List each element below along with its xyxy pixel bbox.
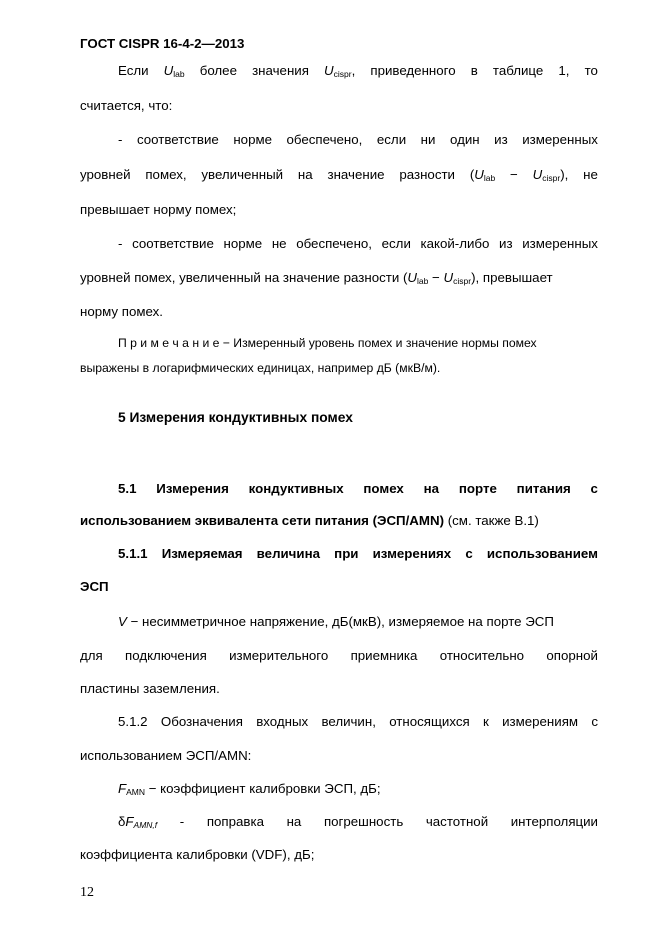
paragraph-2-line-2: уровней помех, увеличенный на значение разности ($U_{lab}$ − $U_{cispr}$), не — [80, 167, 598, 183]
section-5-1-heading-line-1 — [118, 481, 598, 497]
vdef-line2-word: подключения — [125, 648, 207, 663]
paragraph-1-line-2: считается, что: — [80, 98, 173, 113]
paragraph-3-line-3: норму помех. — [80, 304, 163, 319]
p3-line1-word: какой-либо — [420, 236, 490, 251]
p2-line1-word: измеренных — [522, 132, 598, 147]
section-5-1-1-heading-line-2: ЭСП — [80, 579, 109, 594]
p2-line1-word: ни — [420, 132, 436, 147]
standard-id-header: ГОСТ CISPR 16-4-2—2013 — [80, 36, 245, 51]
sec512-line1-word: с — [591, 714, 598, 729]
sec51-line1-word: Измерения — [156, 481, 229, 496]
sec512-line1-word: входных — [256, 714, 309, 729]
p3-line1-word: из — [499, 236, 513, 251]
dfamn-definition-line-1: $\delta F_{AMN,f}$ - поправка на погрешность частотной интерполяции — [118, 814, 598, 830]
note-line-1: П р и м е ч а н и е − Измеренный уровень помех и значение нормы помех — [118, 336, 537, 350]
p3-line1-word: не — [271, 236, 287, 251]
sec511-line1-word: измерениях — [372, 546, 452, 561]
sec511-line1-word: 5.1.1 — [118, 546, 148, 561]
p3-line1-word: соответствие — [132, 236, 214, 251]
note-line-2: выражены в логарифмических единицах, например дБ (мкВ/м). — [80, 361, 441, 375]
vdef-line2-word: для — [80, 648, 103, 663]
sec51-line1-word: на — [423, 481, 440, 496]
paragraph-3-line-1 — [118, 236, 598, 252]
p3-line1-word: - — [118, 236, 123, 251]
vdef-line2-word: измерительного — [229, 648, 329, 663]
p3-line1-word: измеренных — [522, 236, 598, 251]
sec512-line1-word: измерениям — [502, 714, 579, 729]
v-definition-line-1: V − несимметричное напряжение, дБ(мкВ), измеряемое на порте ЭСП — [118, 614, 554, 629]
sec512-line1-word: величин, — [321, 714, 376, 729]
section-5-1-2-line-2: использованием ЭСП/AMN: — [80, 748, 252, 763]
sec511-line1-word: Измеряемая — [161, 546, 243, 561]
vdef-line2-word: опорной — [546, 648, 598, 663]
p2-line1-word: норме — [233, 132, 272, 147]
p2-line1-word: из — [494, 132, 508, 147]
paragraph-1-line-1: Если $U_{lab}$ более значения $U_{cispr}$, приведенного в таблице 1, то — [118, 63, 598, 79]
section-5-heading: 5 Измерения кондуктивных помех — [118, 410, 353, 425]
sec512-line1-word: 5.1.2 — [118, 714, 148, 729]
famn-definition: $F_{AMN}$ − коэффициент калибровки ЭСП, дБ; — [118, 781, 381, 797]
p3-line1-word: если — [381, 236, 411, 251]
dfamn-line1-word: частотной — [425, 814, 489, 829]
vdef-line2-word: относительно — [439, 648, 525, 663]
sec511-line1-word: с — [465, 546, 473, 561]
section-5-1-2-line-1 — [118, 714, 598, 730]
sec51-line1-word: 5.1 — [118, 481, 137, 496]
sec512-line1-word: относящихся — [389, 714, 470, 729]
p2-line1-word: - — [118, 132, 123, 147]
section-5-1-1-heading-line-1 — [118, 546, 598, 562]
sec51-line1-word: с — [590, 481, 598, 496]
v-definition-line-3: пластины заземления. — [80, 681, 220, 696]
page-number: 12 — [80, 885, 94, 900]
sec511-line1-word: величина — [256, 546, 321, 561]
p2-line1-word: если — [376, 132, 407, 147]
sec51-line1-word: порте — [458, 481, 497, 496]
sec51-line1-word: помех — [363, 481, 404, 496]
dfamn-line1-word: на — [286, 814, 302, 829]
vdef-line2-word: приемника — [350, 648, 418, 663]
dfamn-line1-word: погрешность — [323, 814, 404, 829]
p2-line1-word: обеспечено, — [286, 132, 363, 147]
sec51-line1-word: кондуктивных — [248, 481, 344, 496]
p3-line1-word: обеспечено, — [296, 236, 373, 251]
p2-line1-word: соответствие — [136, 132, 219, 147]
paragraph-2-line-1 — [118, 132, 598, 148]
dfamn-line1-word: поправка — [206, 814, 264, 829]
paragraph-3-line-2: уровней помех, увеличенный на значение разности $(U_{lab} - U_{cispr})$, превышает — [80, 270, 553, 286]
paragraph-2-line-3: превышает норму помех; — [80, 202, 237, 217]
note-label: П р и м е ч а н и е — [118, 336, 220, 350]
p3-line1-word: норме — [223, 236, 263, 251]
sec51-line1-word: питания — [516, 481, 571, 496]
dfamn-line1-word: - — [179, 814, 185, 829]
v-definition-line-2 — [80, 648, 598, 664]
sec512-line1-word: к — [482, 714, 489, 729]
sec511-line1-word: при — [334, 546, 359, 561]
p2-line1-word: один — [449, 132, 480, 147]
dfamn-line1-word: интерполяции — [510, 814, 598, 829]
section-5-1-heading-line-2: использованием эквивалента сети питания (ЭСП/AMN) (см. также В.1) — [80, 513, 539, 528]
dfamn-definition-line-2: коэффициента калибровки (VDF), дБ; — [80, 847, 315, 862]
sec512-line1-word: Обозначения — [160, 714, 243, 729]
sec511-line1-word: использованием — [486, 546, 598, 561]
